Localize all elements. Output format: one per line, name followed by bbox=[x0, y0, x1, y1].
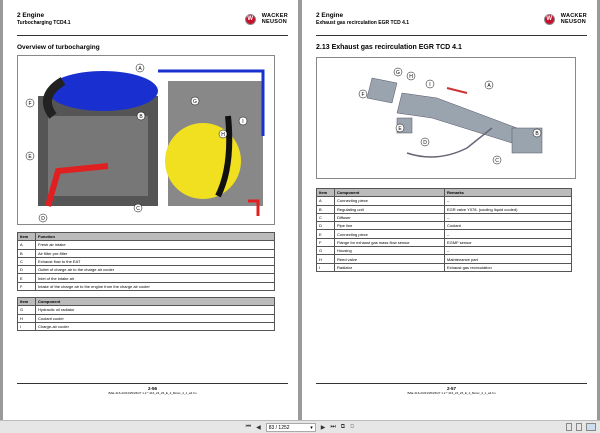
doc-id: BAE 416-23/24/25/26/27 1.2 * 416_24_26_E_2_Motor_4_1_a4.fm bbox=[407, 391, 496, 395]
table-row bbox=[18, 322, 275, 330]
chapter-title: 2 Engine bbox=[17, 12, 45, 19]
two-page-view-button[interactable] bbox=[586, 423, 596, 431]
table-cell: H bbox=[317, 255, 335, 263]
section-title: Overview of turbocharging bbox=[17, 44, 100, 51]
table-cell: Regulating unit bbox=[335, 205, 445, 213]
table-cell: F bbox=[18, 282, 36, 290]
table-cell: E bbox=[317, 230, 335, 238]
table-row bbox=[18, 241, 275, 249]
table-row bbox=[317, 238, 572, 246]
table-cell: Intake of the charge air to the engine from the charge air cooler bbox=[36, 282, 275, 290]
page-footer bbox=[17, 383, 288, 395]
page-number: 2-56 bbox=[147, 386, 157, 391]
svg-text:I: I bbox=[429, 82, 431, 88]
svg-text:B: B bbox=[139, 114, 143, 120]
svg-text:D: D bbox=[423, 140, 427, 146]
table-cell: EGMF sensor bbox=[445, 238, 572, 246]
egr-component-table: Item Component Remarks A Connecting piece – B Regulating unit EGR valve Y078. (cooling liquid cooled) C Diffuser – D Pipe line Coolant E Connecting piece – F Flange for exhaust gas mass flow sensor EGMF sensor G Housing – H Reed valve Maintenance part I Radiator Exhaust gas recirculation bbox=[316, 188, 572, 272]
table-row bbox=[317, 263, 572, 271]
table-cell: – bbox=[445, 230, 572, 238]
svg-text:G: G bbox=[396, 70, 400, 76]
previous-page-button[interactable]: ◀ bbox=[256, 424, 261, 431]
table-cell: – bbox=[445, 247, 572, 255]
turbocharging-figure bbox=[17, 55, 275, 225]
svg-text:D: D bbox=[41, 216, 45, 222]
table-cell: Air filter pre-filter bbox=[36, 249, 275, 257]
table-cell: Pipe line bbox=[335, 222, 445, 230]
left-page bbox=[3, 0, 298, 420]
page-footer bbox=[316, 383, 587, 395]
table-cell: I bbox=[18, 322, 36, 330]
table-cell: B bbox=[317, 205, 335, 213]
svg-text:A: A bbox=[487, 83, 491, 89]
engine-illustration bbox=[18, 56, 274, 224]
svg-text:B: B bbox=[535, 131, 539, 137]
single-page-view-button[interactable] bbox=[566, 423, 572, 431]
table-cell: A bbox=[317, 197, 335, 205]
table-row bbox=[18, 282, 275, 290]
table-cell: I bbox=[317, 263, 335, 271]
svg-text:F: F bbox=[361, 92, 365, 98]
section-title: 2.13 Exhaust gas recirculation EGR TCD 4.1 bbox=[316, 44, 462, 51]
table-row bbox=[317, 205, 572, 213]
table-cell: G bbox=[18, 306, 36, 314]
component-table: Item Component G Hydraulic oil radiator H Coolant cooler I Charge-air cooler bbox=[17, 297, 275, 331]
table-cell: Connecting piece bbox=[335, 230, 445, 238]
table-cell: Coolant cooler bbox=[36, 314, 275, 322]
table-row bbox=[18, 257, 275, 265]
svg-text:A: A bbox=[138, 66, 142, 72]
table-row bbox=[18, 274, 275, 282]
table-cell: H bbox=[18, 314, 36, 322]
wacker-neuson-logo: W WACKER NEUSON bbox=[245, 14, 288, 25]
table-cell: Housing bbox=[335, 247, 445, 255]
table-cell: Charge-air cooler bbox=[36, 322, 275, 330]
egr-figure bbox=[316, 57, 576, 179]
copy-icon[interactable]: ⧉ bbox=[340, 423, 346, 430]
table-row bbox=[317, 255, 572, 263]
table-row bbox=[317, 222, 572, 230]
table-row bbox=[18, 249, 275, 257]
page-number-field[interactable]: 83 / 1252 ▾ bbox=[266, 423, 316, 432]
table-row bbox=[18, 306, 275, 314]
table-cell: Connecting piece bbox=[335, 197, 445, 205]
view-mode-buttons bbox=[566, 423, 596, 431]
right-page bbox=[302, 0, 597, 420]
table-cell: A bbox=[18, 241, 36, 249]
svg-text:E: E bbox=[398, 126, 402, 132]
table-row bbox=[317, 197, 572, 205]
svg-text:H: H bbox=[221, 132, 225, 138]
svg-text:C: C bbox=[495, 158, 499, 164]
table-cell: Exhaust gas recirculation bbox=[445, 263, 572, 271]
table-cell: E bbox=[18, 274, 36, 282]
table-cell: C bbox=[317, 213, 335, 221]
svg-text:E: E bbox=[28, 154, 32, 160]
table-row bbox=[317, 230, 572, 238]
table-row bbox=[317, 213, 572, 221]
table-cell: Diffuser bbox=[335, 213, 445, 221]
pdf-toolbar bbox=[0, 420, 600, 433]
page-header bbox=[316, 12, 587, 36]
table-cell: D bbox=[18, 266, 36, 274]
table-cell: F bbox=[317, 238, 335, 246]
svg-text:H: H bbox=[409, 74, 413, 80]
next-page-button[interactable]: ▶ bbox=[320, 424, 326, 431]
continuous-view-button[interactable] bbox=[576, 423, 582, 431]
table-cell: Radiator bbox=[335, 263, 445, 271]
table-row bbox=[18, 266, 275, 274]
table-cell: Exhaust flow to the EAT bbox=[36, 257, 275, 265]
table-row bbox=[317, 247, 572, 255]
page-number: 2-57 bbox=[446, 386, 456, 391]
last-page-button[interactable]: ⏭ bbox=[330, 423, 336, 430]
table-cell: Inlet of the intake air bbox=[36, 274, 275, 282]
function-table: Item Function A Fresh air intake B Air filter pre-filter C Exhaust flow to the EAT D Outlet of charge air to the charge air cooler E Inlet of the intake air F Intake of the charge air to the engine from the charge air cooler bbox=[17, 232, 275, 291]
chapter-title: 2 Engine bbox=[316, 12, 344, 19]
table-cell: C bbox=[18, 257, 36, 265]
table-cell: Reed valve bbox=[335, 255, 445, 263]
page-subtitle: Exhaust gas recirculation EGR TCD 4.1 bbox=[316, 20, 410, 26]
wacker-neuson-logo: W WACKER NEUSON bbox=[544, 14, 587, 25]
egr-illustration bbox=[317, 58, 575, 178]
table-cell: Hydraulic oil radiator bbox=[36, 306, 275, 314]
table-cell: Outlet of charge air to the charge air cooler bbox=[36, 266, 275, 274]
table-cell: Maintenance part bbox=[445, 255, 572, 263]
svg-text:C: C bbox=[136, 206, 140, 212]
table-cell: EGR valve Y078. (cooling liquid cooled) bbox=[445, 205, 572, 213]
table-cell: D bbox=[317, 222, 335, 230]
doc-id: BAE 416-23/24/25/26/27 1.2 * 416_24_26_E_2_Motor_4_1_a4.fm bbox=[108, 391, 197, 395]
table-cell: Fresh air intake bbox=[36, 241, 275, 249]
table-cell: – bbox=[445, 197, 572, 205]
table-cell: B bbox=[18, 249, 36, 257]
page-subtitle: Turbocharging TCD4.1 bbox=[17, 20, 71, 26]
table-cell: G bbox=[317, 247, 335, 255]
svg-text:F: F bbox=[28, 101, 32, 107]
paste-icon[interactable]: ⧉ bbox=[350, 423, 355, 430]
table-cell: Coolant bbox=[445, 222, 572, 230]
table-row bbox=[18, 314, 275, 322]
svg-text:G: G bbox=[193, 99, 197, 105]
table-cell: – bbox=[445, 213, 572, 221]
svg-text:I: I bbox=[242, 119, 244, 125]
page-header bbox=[17, 12, 288, 36]
first-page-button[interactable]: ⏮ bbox=[245, 423, 252, 430]
table-cell: Flange for exhaust gas mass flow sensor bbox=[335, 238, 445, 246]
